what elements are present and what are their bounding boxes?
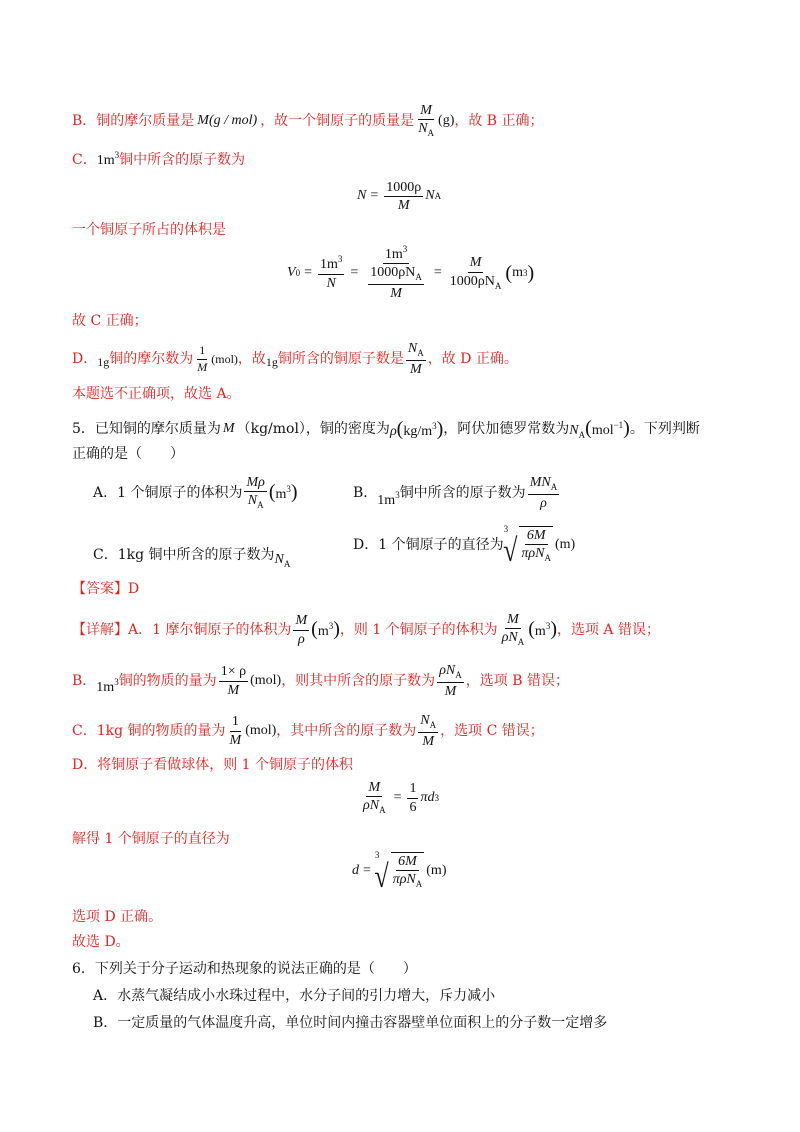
math-text: mol	[591, 423, 614, 438]
text: 铜所含的铜原子数是	[277, 350, 404, 367]
math-unit: (mol)	[211, 351, 238, 366]
denominator	[448, 273, 504, 292]
detail-a	[72, 612, 660, 648]
numerator: 6M	[396, 854, 419, 871]
math-text: N	[418, 121, 428, 137]
math-sub: A	[427, 128, 435, 139]
math-text: MN	[529, 475, 551, 490]
paren-close: )	[527, 262, 535, 285]
question-6-option-b[interactable]	[93, 1015, 607, 1032]
math-sub: A	[434, 191, 442, 202]
fraction	[384, 180, 423, 214]
prev-option-d-explanation	[72, 341, 518, 377]
math-sup: 3	[337, 254, 343, 265]
math-eq: =	[363, 862, 371, 878]
fraction	[228, 714, 244, 748]
prev-option-c-explanation	[72, 150, 245, 170]
math-1m3	[96, 677, 118, 697]
fraction	[361, 780, 388, 816]
math-sub: A	[550, 482, 558, 492]
question-5-stem	[72, 418, 700, 441]
math-eq: =	[304, 264, 312, 280]
option-d-correct	[72, 909, 162, 926]
denominator	[519, 545, 553, 564]
math-text: N	[425, 188, 435, 204]
text: ，选项 C 错误；	[440, 722, 544, 739]
math-text: ρN	[501, 630, 518, 646]
prev-option-b-explanation	[72, 103, 544, 139]
option-c[interactable]	[93, 540, 290, 570]
text: ，选项 A 错误；	[556, 621, 660, 638]
math-text: ρN	[439, 663, 456, 678]
math-text: 1m	[377, 493, 396, 509]
paren-open: (	[396, 417, 404, 440]
paren-open: (	[311, 618, 318, 641]
numerator: M	[418, 103, 434, 120]
paren-open: (	[528, 618, 535, 641]
denominator: N	[326, 275, 336, 291]
text: ，选项 B 错误；	[465, 672, 569, 689]
math-text: d	[352, 862, 359, 878]
paren-close: )	[623, 417, 630, 439]
math-sup: 3	[328, 621, 334, 632]
math-text: 1000ρN	[449, 273, 495, 289]
math-text: 1g	[265, 354, 278, 369]
numerator	[383, 245, 409, 264]
numerator	[318, 255, 344, 274]
math-avogadro	[569, 418, 630, 441]
math-text: m	[317, 624, 329, 640]
text: B．	[72, 672, 97, 689]
radical-sign: √	[374, 858, 389, 895]
option-d[interactable]	[353, 524, 576, 569]
numerator: 1000ρ	[384, 180, 423, 197]
text: 本题选不正确项，故选 A。	[72, 386, 241, 402]
math-text: V	[287, 264, 296, 280]
fraction	[407, 781, 418, 815]
math-sub: A	[455, 670, 462, 680]
math-sub: A	[517, 637, 525, 648]
math-text: 1m	[96, 680, 115, 696]
math-unit: (mol)	[250, 672, 282, 688]
option-label: D．1 个铜原子的直径为	[353, 536, 504, 553]
fraction	[437, 663, 464, 699]
math-sub: A	[417, 348, 424, 358]
denominator	[391, 871, 425, 890]
denominator: ρ	[297, 631, 305, 647]
denominator: M	[444, 683, 457, 699]
fraction	[448, 255, 504, 291]
fraction	[528, 475, 560, 511]
math-sup: 3	[286, 484, 291, 495]
text: 故 C 正确；	[72, 313, 148, 329]
math-unit: (m)	[554, 536, 576, 552]
paren-close: )	[550, 618, 557, 641]
math-unit	[528, 619, 557, 641]
text: C．	[72, 151, 97, 168]
math-sub: A	[257, 500, 264, 511]
math-na	[275, 552, 291, 570]
option-label: B．一定质量的气体温度升高，单位时间内撞击容器壁单位面积上的分子数一定增多	[93, 1015, 608, 1031]
math-eq: =	[393, 789, 402, 805]
volume-statement	[72, 222, 226, 239]
math-molar-mass	[197, 113, 257, 130]
option-label: C．1kg 铜中所含的原子数为	[93, 546, 275, 563]
denominator: M	[197, 359, 208, 374]
math-text: m	[534, 624, 546, 640]
text: 解得 1 个铜原子的直径为	[72, 831, 230, 847]
text: 【详解】A．1 摩尔铜原子的体积为	[72, 621, 292, 638]
math-sub: A	[283, 559, 291, 569]
math-text: N	[407, 341, 418, 356]
equation-n	[357, 180, 441, 214]
option-b[interactable]	[353, 475, 561, 511]
math-sub: A	[429, 720, 437, 730]
denominator: M	[390, 286, 402, 302]
math-sup: 3	[522, 267, 528, 278]
math-sup: 3	[545, 621, 551, 632]
math-sup: 3	[114, 677, 119, 688]
math-text: kg/m	[403, 423, 433, 439]
math-sup: 3	[434, 792, 439, 803]
radicand	[519, 526, 553, 564]
denominator	[416, 120, 436, 139]
math-sub: A	[494, 280, 502, 291]
option-a[interactable]	[93, 475, 298, 511]
math-unit: (g)	[438, 112, 455, 128]
radical-sign: √	[503, 532, 518, 569]
math-eq: =	[350, 264, 359, 280]
equation-diameter	[352, 850, 447, 895]
denominator: ρ	[540, 495, 547, 511]
denominator: M	[422, 733, 435, 749]
root-index: 3	[503, 524, 509, 534]
paren-open: (	[505, 262, 513, 285]
text: （kg/mol），铜的密度为	[236, 421, 390, 437]
denominator: 6	[409, 799, 417, 815]
math-text: M	[222, 421, 235, 436]
math-unit	[269, 482, 298, 504]
text: 故选 D。	[72, 934, 130, 950]
text: 铜的摩尔数为	[109, 350, 194, 367]
text: 。下列判断	[629, 421, 700, 437]
text: 正确的是（ ）	[72, 446, 184, 462]
conclusion	[72, 386, 241, 403]
fraction	[500, 612, 527, 648]
text: ，则其中所含的原子数为	[281, 672, 436, 689]
math-text: πρN	[392, 872, 416, 888]
numerator: 1	[407, 781, 418, 798]
option-label: B．	[353, 484, 378, 501]
math-text: m	[275, 487, 287, 503]
fraction	[318, 255, 344, 291]
numerator: M	[366, 780, 382, 797]
denominator: M	[409, 361, 422, 377]
denominator	[361, 797, 388, 816]
math-1m3	[377, 490, 399, 510]
numerator: 6M	[525, 528, 548, 545]
denominator: M	[227, 682, 240, 698]
solve-diameter	[72, 831, 230, 848]
text: ，阿伏加德罗常数为	[443, 421, 570, 437]
math-text: M(g / mol)	[197, 112, 258, 128]
cube-root	[503, 524, 555, 569]
text: 一个铜原子所占的体积是	[72, 222, 226, 238]
equation-v0	[287, 245, 534, 302]
paren-close: )	[290, 481, 298, 504]
text: 6．下列关于分子运动和热现象的说法正确的是（ ）	[72, 961, 417, 977]
option-label: A．1 个铜原子的体积为	[93, 484, 243, 501]
text: ，则 1 个铜原子的体积为	[339, 621, 498, 638]
math-unit: (mol)	[245, 722, 277, 738]
fraction-m-over-na	[416, 103, 436, 139]
math-text: N	[569, 423, 579, 438]
math-sub: 0	[295, 267, 301, 278]
numerator	[368, 265, 424, 285]
text: 【答案】D	[72, 581, 140, 597]
math-sup: 3	[432, 420, 437, 431]
math-1m3	[97, 150, 119, 170]
numerator: M	[468, 255, 484, 272]
math-unit	[311, 619, 340, 641]
explanation-c	[72, 713, 544, 749]
question-5-stem-cont	[72, 446, 184, 463]
fraction-1-over-m	[195, 344, 209, 373]
math-eq: =	[370, 188, 379, 204]
numerator	[437, 663, 464, 683]
fraction	[293, 613, 309, 647]
numerator	[406, 341, 426, 361]
explanation-b	[72, 663, 569, 699]
math-text: πρN	[521, 546, 545, 562]
compound-fraction	[364, 245, 428, 302]
numerator: 1	[197, 344, 207, 359]
math-sub: A	[544, 553, 551, 564]
inner-fraction	[368, 265, 424, 301]
numerator	[418, 713, 438, 733]
denominator: M	[229, 732, 242, 748]
math-text: N	[357, 188, 367, 204]
radicand	[391, 852, 425, 890]
paren-open: (	[268, 481, 276, 504]
root-index: 3	[374, 850, 380, 860]
math-sub: A	[578, 430, 586, 440]
math-text: 1g	[97, 354, 110, 369]
math-text: N	[274, 552, 284, 567]
text: ，故 D 正确。	[427, 350, 518, 367]
math-text: m	[512, 264, 523, 280]
denominator	[246, 492, 266, 511]
math-sup: −1	[613, 420, 624, 430]
text: 选项 D 正确。	[72, 909, 163, 925]
math-sub: A	[379, 805, 386, 816]
text: 铜的物质的量为	[118, 672, 217, 689]
denominator	[364, 264, 428, 301]
answer	[72, 581, 139, 598]
denominator	[500, 629, 527, 648]
math-text: πd	[420, 789, 435, 805]
numerator: M	[505, 612, 521, 629]
numerator: 1× ρ	[219, 664, 248, 681]
text: D．将铜原子看做球体，则 1 个铜原子的体积	[72, 757, 354, 773]
cube-root	[374, 850, 426, 895]
option-label: A．水蒸气凝结成小水珠过程中，水分子间的引力增大，斥力减小	[93, 988, 496, 1004]
math-density	[390, 419, 443, 441]
fraction	[244, 475, 266, 511]
text: ，故	[237, 350, 266, 367]
math-sub: A	[415, 272, 422, 283]
paren-close: )	[436, 417, 444, 440]
text: ，其中所含的原子数为	[276, 722, 417, 739]
text: ，故一个铜原子的质量是	[260, 112, 415, 129]
final-choice	[72, 934, 130, 951]
math-text: N	[247, 493, 258, 509]
math-text: ρ	[389, 423, 397, 439]
math-sub: A	[415, 879, 423, 890]
text: 铜中所含的原子数为	[399, 484, 526, 501]
denominator: M	[397, 198, 410, 214]
text: B．铜的摩尔质量是	[72, 112, 195, 129]
fraction-na-over-m	[406, 341, 426, 377]
numerator	[528, 475, 560, 495]
text: C．1kg 铜的物质的量为	[72, 722, 226, 739]
paren-open: (	[585, 417, 592, 439]
numerator: Mρ	[244, 475, 266, 492]
math-text: 1m	[384, 247, 403, 262]
text: 铜中所含的原子数为	[119, 151, 246, 168]
equation-sphere-volume	[359, 780, 439, 816]
math-text: 1000ρN	[370, 265, 416, 281]
fraction	[219, 664, 248, 698]
fraction	[418, 713, 438, 749]
question-6-stem	[72, 961, 417, 978]
text: 5．已知铜的摩尔质量为	[72, 421, 221, 437]
text: ，故 B 正确；	[454, 112, 544, 129]
math-text: 1m	[96, 153, 115, 168]
text: D．	[72, 350, 98, 367]
option-c-correct	[72, 313, 148, 330]
paren-close: )	[333, 618, 340, 641]
math-text: 1m	[319, 257, 338, 273]
numerator: 1	[230, 714, 241, 731]
math-unit: (m)	[426, 862, 447, 878]
math-sup: 3	[395, 490, 400, 501]
math-text: ρN	[363, 798, 380, 814]
math-text: N	[420, 713, 430, 728]
math-sup: 3	[402, 244, 408, 254]
question-6-option-a[interactable]	[93, 988, 495, 1005]
numerator: M	[293, 613, 309, 630]
explanation-d	[72, 757, 353, 774]
math-sup: 3	[114, 150, 120, 160]
math-eq: =	[433, 264, 442, 280]
